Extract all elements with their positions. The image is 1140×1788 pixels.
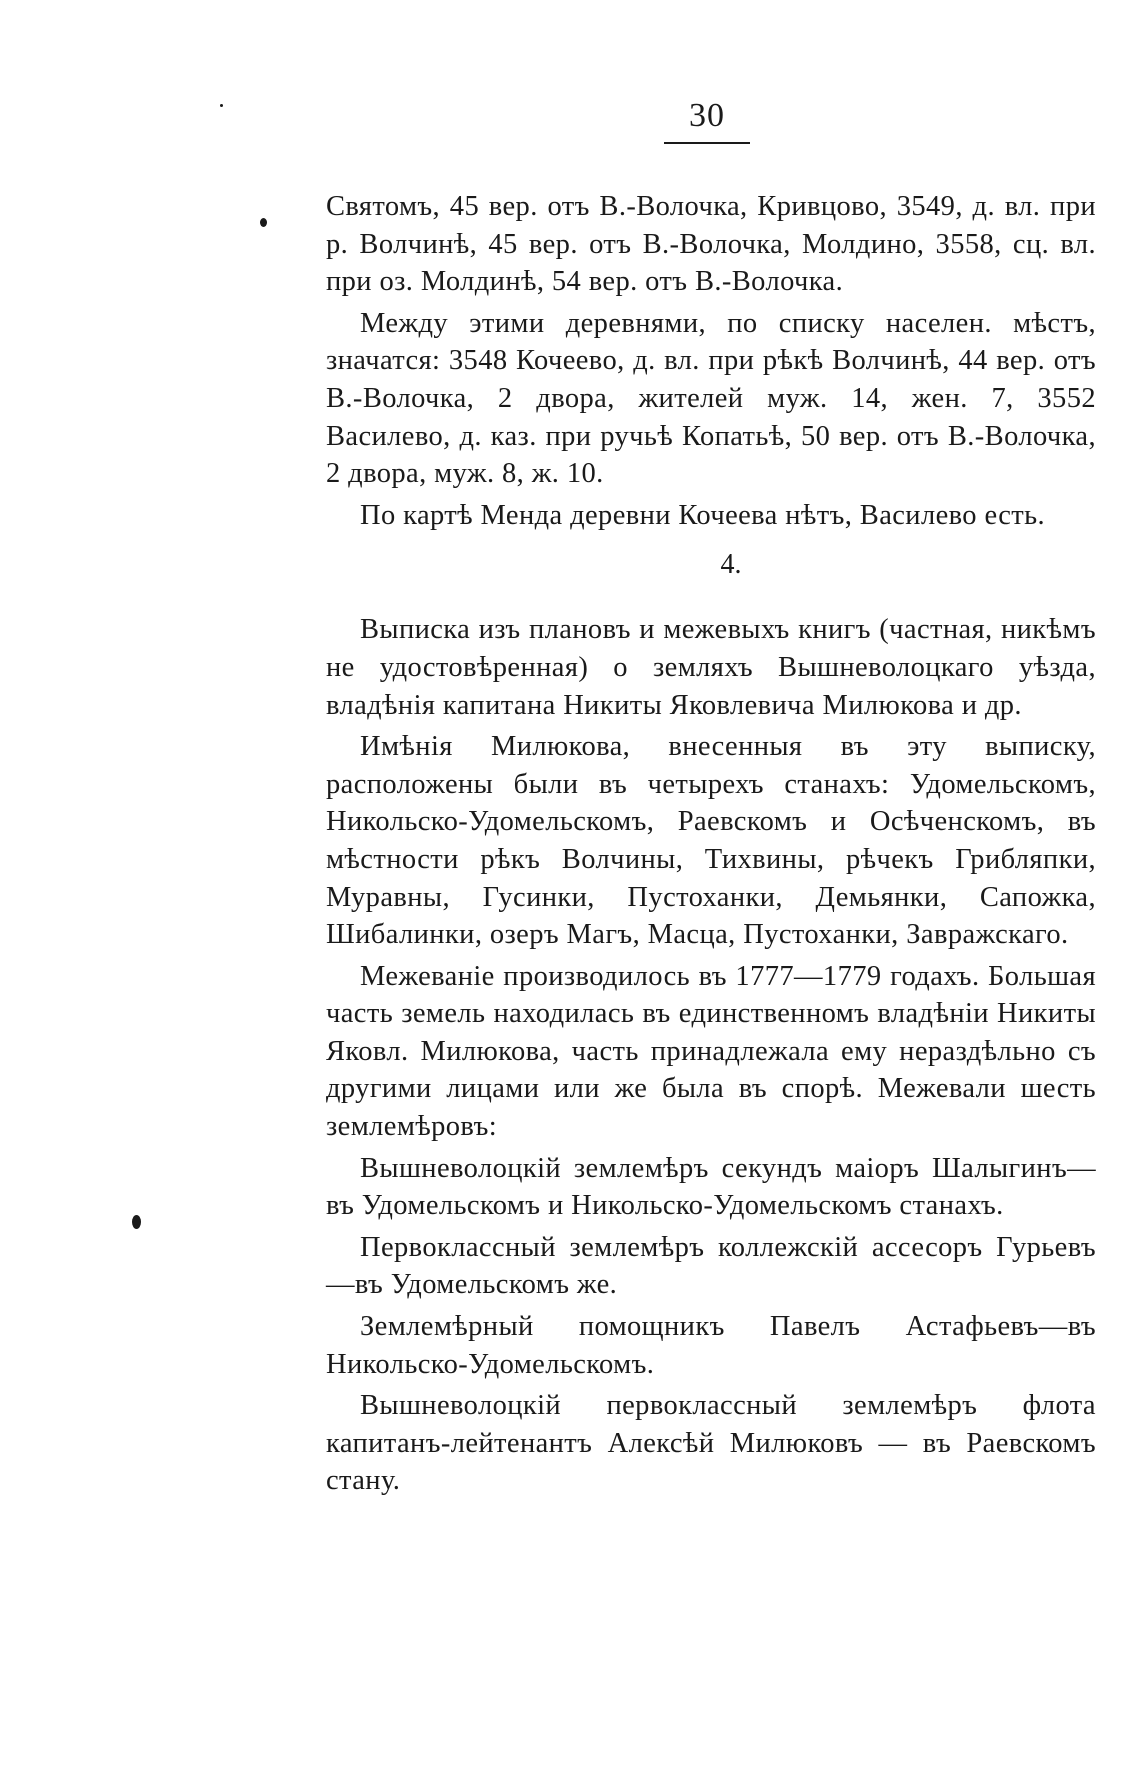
paragraph: Святомъ, 45 вер. отъ В.-Волочка, Кривцово, 3549, д. вл. при р. Волчинѣ, 45 вер. отъ В.-Волочка, Молдино, 3558, сц. вл. при оз. Молдинѣ, 54 вер. отъ В.-Волочка. bbox=[326, 191, 1096, 298]
paragraph: Вышневолоцкій землемѣръ секундъ маіоръ Шалыгинъ—въ Удомельскомъ и Никольско-Удомельскомъ станахъ. bbox=[326, 1152, 1096, 1222]
page-number-rule bbox=[664, 142, 750, 144]
section-number: 4. bbox=[720, 549, 742, 581]
paragraph: Вышневолоцкій первоклассный землемѣръ флота капитанъ-лейтенантъ Алексѣй Милюковъ — въ Раевскомъ стану. bbox=[326, 1390, 1096, 1497]
scan-speck bbox=[132, 1215, 141, 1229]
paragraph: Выписка изъ плановъ и межевыхъ книгъ (частная, никѣмъ не удостовѣренная) о земляхъ Вышневолоцкаго уѣзда, владѣнія капитана Никиты Яковлевича Милюкова и др. bbox=[326, 614, 1096, 721]
scan-speck bbox=[220, 104, 223, 107]
paragraph: Между этими деревнями, по списку населен. мѣстъ, значатся: 3548 Кочеево, д. вл. при рѣкѣ Волчинѣ, 44 вер. отъ В.-Волочка, 2 двора, жителей муж. 14, жен. 7, 3552 Василево, д. каз. при ручьѣ Копатьѣ, 50 вер. отъ В.-Волочка, 2 двора, муж. 8, ж. 10. bbox=[326, 307, 1096, 490]
body-text bbox=[326, 188, 1096, 1504]
paragraph: Имѣнія Милюкова, внесенныя въ эту выписку, расположены были въ четырехъ станахъ: Удомельскомъ, Никольско-Удомельскомъ, Раевскомъ и Осѣченскомъ, въ мѣстности рѣкъ Волчины, Тихвины, рѣчекъ Грибляпки, Муравны, Гусинки, Пустоханки, Демьянки, Сапожка, Шибалинки, озеръ Магъ, Масца, Пустоханки, Завражскаго. bbox=[326, 731, 1096, 951]
page-number: 30 bbox=[689, 97, 725, 134]
paragraph: Землемѣрный помощникъ Павелъ Астафьевъ—въ Никольско-Удомельскомъ. bbox=[326, 1311, 1096, 1380]
paragraph: Первоклассный землемѣръ коллежскій ассесоръ Гурьевъ—въ Удомельскомъ же. bbox=[326, 1231, 1096, 1301]
paragraph: Межеваніе производилось въ 1777—1779 годахъ. Большая часть земель находилась въ единственномъ владѣніи Никиты Яковл. Милюкова, часть принадлежала ему нераздѣльно съ другими лицами или же была въ спорѣ. Межевали шесть землемѣровъ: bbox=[326, 960, 1096, 1143]
paragraph: По картѣ Менда деревни Кочеева нѣтъ, Василево есть. bbox=[360, 499, 1046, 531]
scan-speck bbox=[260, 218, 267, 227]
